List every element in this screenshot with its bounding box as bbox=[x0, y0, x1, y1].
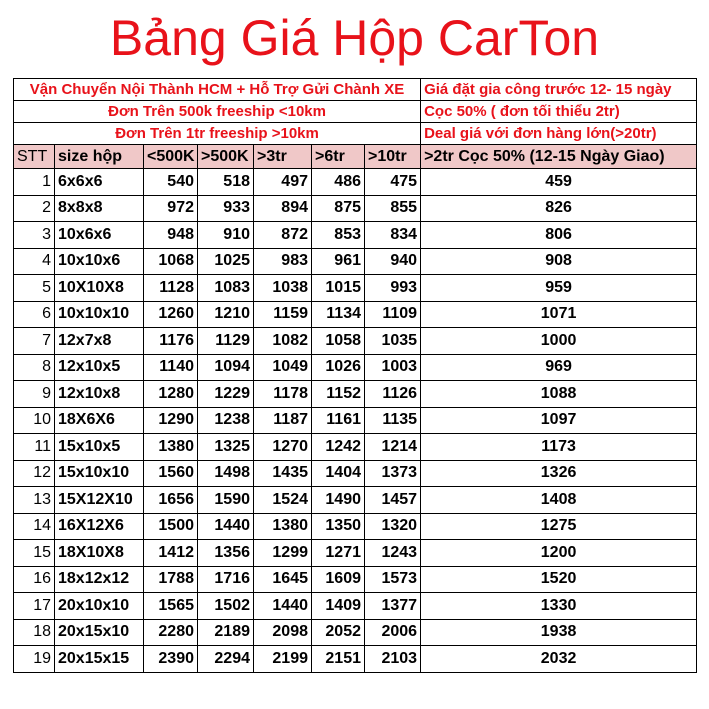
row-price-gt500k: 1094 bbox=[198, 354, 254, 381]
row-price-gt3tr: 1435 bbox=[254, 460, 312, 487]
row-stt: 14 bbox=[14, 513, 55, 540]
header-price-lt500k: <500K bbox=[144, 145, 198, 169]
row-price-gt3tr: 983 bbox=[254, 248, 312, 275]
row-price-lt500k: 1176 bbox=[144, 328, 198, 355]
row-price-gt6tr: 875 bbox=[312, 195, 365, 222]
row-size: 10X10X8 bbox=[55, 275, 144, 302]
info-row bbox=[14, 101, 697, 123]
row-price-gt6tr: 1134 bbox=[312, 301, 365, 328]
row-price-gt500k: 1356 bbox=[198, 540, 254, 567]
row-price-deposit: 959 bbox=[421, 275, 697, 302]
table-row bbox=[14, 328, 697, 355]
row-price-gt10tr: 1243 bbox=[365, 540, 421, 567]
row-price-gt500k: 1498 bbox=[198, 460, 254, 487]
row-price-gt6tr: 1242 bbox=[312, 434, 365, 461]
row-price-deposit: 1408 bbox=[421, 487, 697, 514]
row-price-lt500k: 1068 bbox=[144, 248, 198, 275]
row-price-gt500k: 1210 bbox=[198, 301, 254, 328]
row-stt: 12 bbox=[14, 460, 55, 487]
row-price-gt3tr: 894 bbox=[254, 195, 312, 222]
header-price-gt3tr: >3tr bbox=[254, 145, 312, 169]
table-row bbox=[14, 540, 697, 567]
table-row bbox=[14, 407, 697, 434]
row-stt: 2 bbox=[14, 195, 55, 222]
row-price-gt6tr: 486 bbox=[312, 169, 365, 196]
row-price-gt3tr: 872 bbox=[254, 222, 312, 249]
row-size: 20x15x15 bbox=[55, 646, 144, 673]
row-price-lt500k: 1412 bbox=[144, 540, 198, 567]
row-price-gt3tr: 1038 bbox=[254, 275, 312, 302]
row-price-gt10tr: 2103 bbox=[365, 646, 421, 673]
row-price-gt6tr: 1058 bbox=[312, 328, 365, 355]
row-price-gt10tr: 1035 bbox=[365, 328, 421, 355]
row-price-gt500k: 1716 bbox=[198, 566, 254, 593]
row-price-gt3tr: 1159 bbox=[254, 301, 312, 328]
info-left: Đơn Trên 500k freeship <10km bbox=[14, 101, 421, 123]
row-price-lt500k: 972 bbox=[144, 195, 198, 222]
row-price-gt500k: 910 bbox=[198, 222, 254, 249]
row-price-gt10tr: 1109 bbox=[365, 301, 421, 328]
row-price-deposit: 1200 bbox=[421, 540, 697, 567]
row-price-deposit: 826 bbox=[421, 195, 697, 222]
row-stt: 19 bbox=[14, 646, 55, 673]
row-price-gt6tr: 1026 bbox=[312, 354, 365, 381]
row-price-lt500k: 1500 bbox=[144, 513, 198, 540]
row-size: 12x10x5 bbox=[55, 354, 144, 381]
row-size: 10x10x10 bbox=[55, 301, 144, 328]
row-price-gt3tr: 1440 bbox=[254, 593, 312, 620]
table-row bbox=[14, 301, 697, 328]
row-price-gt10tr: 1126 bbox=[365, 381, 421, 408]
table-row bbox=[14, 566, 697, 593]
row-stt: 7 bbox=[14, 328, 55, 355]
row-price-lt500k: 1260 bbox=[144, 301, 198, 328]
row-price-gt10tr: 1457 bbox=[365, 487, 421, 514]
row-price-lt500k: 1290 bbox=[144, 407, 198, 434]
row-size: 15X12X10 bbox=[55, 487, 144, 514]
row-price-gt3tr: 1187 bbox=[254, 407, 312, 434]
table-row bbox=[14, 381, 697, 408]
row-size: 20x15x10 bbox=[55, 619, 144, 646]
row-price-gt500k: 2294 bbox=[198, 646, 254, 673]
row-stt: 13 bbox=[14, 487, 55, 514]
row-stt: 18 bbox=[14, 619, 55, 646]
row-price-deposit: 1071 bbox=[421, 301, 697, 328]
row-price-gt3tr: 2098 bbox=[254, 619, 312, 646]
row-size: 18X10X8 bbox=[55, 540, 144, 567]
info-left: Đơn Trên 1tr freeship >10km bbox=[14, 123, 421, 145]
row-price-gt6tr: 1350 bbox=[312, 513, 365, 540]
row-stt: 11 bbox=[14, 434, 55, 461]
row-price-gt6tr: 1015 bbox=[312, 275, 365, 302]
row-price-gt10tr: 475 bbox=[365, 169, 421, 196]
table-row bbox=[14, 354, 697, 381]
row-stt: 5 bbox=[14, 275, 55, 302]
row-stt: 9 bbox=[14, 381, 55, 408]
page-title: Bảng Giá Hộp CarTon bbox=[109, 10, 600, 66]
row-stt: 17 bbox=[14, 593, 55, 620]
row-price-gt3tr: 1178 bbox=[254, 381, 312, 408]
price-table bbox=[13, 78, 697, 673]
row-price-gt10tr: 1214 bbox=[365, 434, 421, 461]
row-stt: 15 bbox=[14, 540, 55, 567]
row-price-lt500k: 1280 bbox=[144, 381, 198, 408]
row-size: 18x12x12 bbox=[55, 566, 144, 593]
row-price-gt6tr: 1609 bbox=[312, 566, 365, 593]
row-price-gt10tr: 993 bbox=[365, 275, 421, 302]
info-right: Deal giá với đơn hàng lớn(>20tr) bbox=[421, 123, 697, 145]
row-price-gt500k: 1238 bbox=[198, 407, 254, 434]
row-price-deposit: 1000 bbox=[421, 328, 697, 355]
row-price-gt500k: 1083 bbox=[198, 275, 254, 302]
row-price-gt3tr: 497 bbox=[254, 169, 312, 196]
row-price-deposit: 1275 bbox=[421, 513, 697, 540]
row-price-gt500k: 1590 bbox=[198, 487, 254, 514]
table-row bbox=[14, 434, 697, 461]
header-price-gt6tr: >6tr bbox=[312, 145, 365, 169]
row-size: 6x6x6 bbox=[55, 169, 144, 196]
row-price-gt10tr: 1320 bbox=[365, 513, 421, 540]
row-price-lt500k: 1565 bbox=[144, 593, 198, 620]
row-price-lt500k: 1140 bbox=[144, 354, 198, 381]
row-price-gt6tr: 1490 bbox=[312, 487, 365, 514]
row-price-gt10tr: 2006 bbox=[365, 619, 421, 646]
row-price-gt500k: 1129 bbox=[198, 328, 254, 355]
row-price-gt500k: 518 bbox=[198, 169, 254, 196]
header-stt: STT bbox=[14, 145, 55, 169]
row-price-gt10tr: 940 bbox=[365, 248, 421, 275]
row-price-gt10tr: 1573 bbox=[365, 566, 421, 593]
row-price-gt500k: 1325 bbox=[198, 434, 254, 461]
row-price-deposit: 806 bbox=[421, 222, 697, 249]
info-right: Giá đặt gia công trước 12- 15 ngày bbox=[421, 79, 697, 101]
row-size: 15x10x10 bbox=[55, 460, 144, 487]
row-price-gt3tr: 1270 bbox=[254, 434, 312, 461]
row-price-deposit: 1097 bbox=[421, 407, 697, 434]
row-price-gt3tr: 1082 bbox=[254, 328, 312, 355]
row-size: 12x7x8 bbox=[55, 328, 144, 355]
row-price-deposit: 459 bbox=[421, 169, 697, 196]
row-price-lt500k: 948 bbox=[144, 222, 198, 249]
row-price-lt500k: 1560 bbox=[144, 460, 198, 487]
row-price-lt500k: 1656 bbox=[144, 487, 198, 514]
table-row bbox=[14, 593, 697, 620]
header-price-gt10tr: >10tr bbox=[365, 145, 421, 169]
row-price-deposit: 1520 bbox=[421, 566, 697, 593]
table-row bbox=[14, 275, 697, 302]
row-price-gt10tr: 1373 bbox=[365, 460, 421, 487]
info-left: Vận Chuyển Nội Thành HCM + Hỗ Trợ Gửi Chành XE bbox=[14, 79, 421, 101]
table-row bbox=[14, 222, 697, 249]
header-size: size hộp bbox=[55, 145, 144, 169]
row-price-lt500k: 1128 bbox=[144, 275, 198, 302]
row-price-gt500k: 1502 bbox=[198, 593, 254, 620]
header-row bbox=[14, 145, 697, 169]
row-price-lt500k: 540 bbox=[144, 169, 198, 196]
row-price-gt3tr: 1299 bbox=[254, 540, 312, 567]
table-row bbox=[14, 169, 697, 196]
row-price-gt500k: 2189 bbox=[198, 619, 254, 646]
row-price-gt6tr: 1152 bbox=[312, 381, 365, 408]
table-row bbox=[14, 513, 697, 540]
row-price-gt10tr: 1003 bbox=[365, 354, 421, 381]
row-price-deposit: 1326 bbox=[421, 460, 697, 487]
row-size: 10x10x6 bbox=[55, 248, 144, 275]
row-price-deposit: 1330 bbox=[421, 593, 697, 620]
row-price-deposit: 2032 bbox=[421, 646, 697, 673]
row-size: 10x6x6 bbox=[55, 222, 144, 249]
table-row bbox=[14, 487, 697, 514]
row-stt: 10 bbox=[14, 407, 55, 434]
row-price-gt3tr: 1645 bbox=[254, 566, 312, 593]
table-row bbox=[14, 195, 697, 222]
row-price-lt500k: 1788 bbox=[144, 566, 198, 593]
row-price-gt10tr: 855 bbox=[365, 195, 421, 222]
row-stt: 8 bbox=[14, 354, 55, 381]
row-price-gt500k: 1440 bbox=[198, 513, 254, 540]
row-price-deposit: 1088 bbox=[421, 381, 697, 408]
row-price-gt500k: 1025 bbox=[198, 248, 254, 275]
row-price-deposit: 908 bbox=[421, 248, 697, 275]
row-price-lt500k: 2390 bbox=[144, 646, 198, 673]
row-price-gt10tr: 1135 bbox=[365, 407, 421, 434]
row-price-gt6tr: 2151 bbox=[312, 646, 365, 673]
row-price-lt500k: 2280 bbox=[144, 619, 198, 646]
row-stt: 16 bbox=[14, 566, 55, 593]
row-price-gt6tr: 1271 bbox=[312, 540, 365, 567]
row-price-gt500k: 1229 bbox=[198, 381, 254, 408]
table-row bbox=[14, 248, 697, 275]
row-price-gt10tr: 1377 bbox=[365, 593, 421, 620]
table-row bbox=[14, 646, 697, 673]
row-price-gt3tr: 1524 bbox=[254, 487, 312, 514]
row-price-lt500k: 1380 bbox=[144, 434, 198, 461]
row-price-gt6tr: 1404 bbox=[312, 460, 365, 487]
row-stt: 4 bbox=[14, 248, 55, 275]
row-size: 15x10x5 bbox=[55, 434, 144, 461]
row-price-gt6tr: 1161 bbox=[312, 407, 365, 434]
header-price-deposit: >2tr Cọc 50% (12-15 Ngày Giao) bbox=[421, 145, 697, 169]
row-size: 8x8x8 bbox=[55, 195, 144, 222]
row-price-gt3tr: 1380 bbox=[254, 513, 312, 540]
row-price-deposit: 1173 bbox=[421, 434, 697, 461]
row-price-gt6tr: 961 bbox=[312, 248, 365, 275]
row-price-gt3tr: 1049 bbox=[254, 354, 312, 381]
row-price-gt3tr: 2199 bbox=[254, 646, 312, 673]
row-price-gt6tr: 2052 bbox=[312, 619, 365, 646]
row-price-deposit: 1938 bbox=[421, 619, 697, 646]
table-row bbox=[14, 619, 697, 646]
info-row bbox=[14, 123, 697, 145]
table-row bbox=[14, 460, 697, 487]
row-price-gt6tr: 1409 bbox=[312, 593, 365, 620]
row-price-deposit: 969 bbox=[421, 354, 697, 381]
row-price-gt6tr: 853 bbox=[312, 222, 365, 249]
row-stt: 1 bbox=[14, 169, 55, 196]
row-stt: 6 bbox=[14, 301, 55, 328]
header-price-gt500k: >500K bbox=[198, 145, 254, 169]
row-price-gt500k: 933 bbox=[198, 195, 254, 222]
row-stt: 3 bbox=[14, 222, 55, 249]
info-right: Cọc 50% ( đơn tối thiểu 2tr) bbox=[421, 101, 697, 123]
row-size: 16X12X6 bbox=[55, 513, 144, 540]
row-price-gt10tr: 834 bbox=[365, 222, 421, 249]
info-row bbox=[14, 79, 697, 101]
row-size: 18X6X6 bbox=[55, 407, 144, 434]
row-size: 20x10x10 bbox=[55, 593, 144, 620]
row-size: 12x10x8 bbox=[55, 381, 144, 408]
